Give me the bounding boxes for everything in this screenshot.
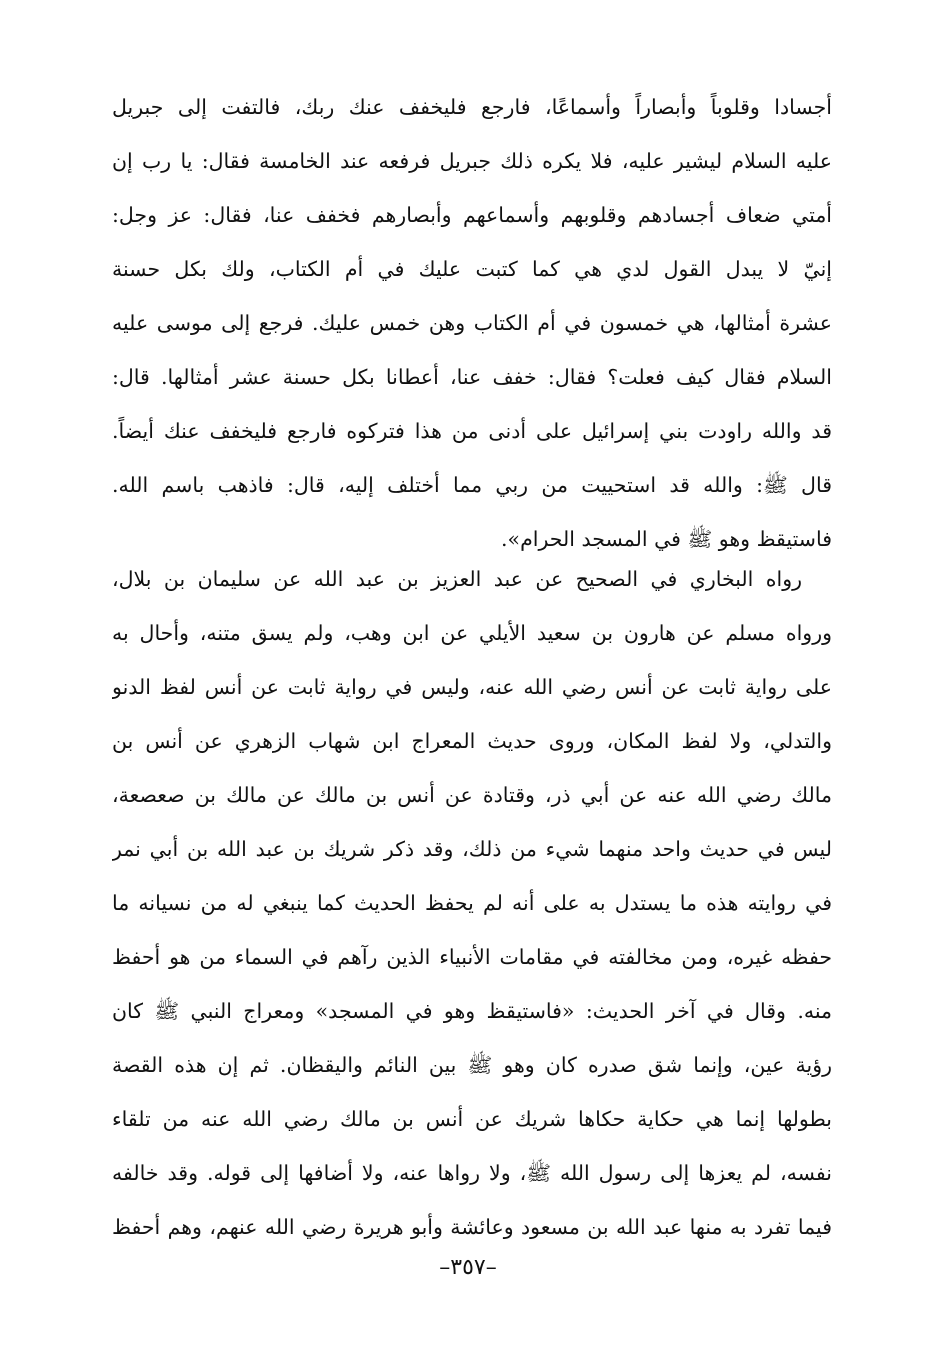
text-line: عشرة أمثالها، هي خمسون في أم الكتاب وهن خمس عليك. فرجع إلى موسى عليه — [112, 311, 832, 335]
text-line: منه. وقال في آخر الحديث: «فاستيقظ وهو في المسجد» ومعراج النبي ﷺ كان — [112, 999, 832, 1023]
text-line: ليس في حديث واحد منهما شيء من ذلك، وقد ذكر شريك بن عبد الله بن أبي نمر — [112, 837, 832, 861]
text-line: قد والله راودت بني إسرائيل على أدنى من هذا فتركوه فارجع فليخفف عنك أيضاً. — [112, 419, 832, 443]
text-line: رؤية عين، وإنما شق صدره كان وهو ﷺ بين النائم واليقظان. ثم إن هذه القصة — [112, 1053, 832, 1077]
text-line: قال ﷺ: والله قد استحييت من ربي مما أختلف إليه، قال: فاذهب باسم الله. — [112, 473, 832, 497]
text-line: إنيّ لا يبدل القول لدي هي كما كتبت عليك في أم الكتاب، ولك بكل حسنة — [112, 257, 832, 281]
text-line: فيما تفرد به منها عبد الله بن مسعود وعائشة وأبو هريرة رضي الله عنهم، وهم أحفظ — [112, 1215, 832, 1239]
text-line: السلام فقال كيف فعلت؟ فقال: خفف عنا، أعطانا بكل حسنة عشر أمثالها. قال: — [112, 365, 832, 389]
text-line: نفسه، لم يعزها إلى رسول الله ﷺ، ولا رواها عنه، ولا أضافها إلى قوله. وقد خالفه — [112, 1161, 832, 1185]
text-line: مالك رضي الله عنه عن أبي ذر، وقتادة عن أنس بن مالك عن مالك بن صعصعة، — [112, 783, 832, 807]
text-line: أجسادا وقلوباً وأبصاراً وأسماعًا، فارجع فليخفف عنك ربك، فالتفت إلى جبريل — [112, 95, 832, 119]
text-line: حفظه غيره، ومن مخالفته في مقامات الأنبياء الذين رآهم في السماء من هو أحفظ — [112, 945, 832, 969]
text-line: على رواية ثابت عن أنس رضي الله عنه، وليس في رواية ثابت عن أنس لفظ الدنو — [112, 675, 832, 699]
text-line: بطولها إنما هي حكاية حكاها شريك عن أنس بن مالك رضي الله عنه من تلقاء — [112, 1107, 832, 1131]
page-number: –٣٥٧– — [439, 1255, 497, 1280]
text-line: عليه السلام ليشير عليه، فلا يكره ذلك جبريل فرفعه عند الخامسة فقال: يا رب إن — [112, 149, 832, 173]
text-line: والتدلي، ولا لفظ المكان، وروى حديث المعراج ابن شهاب الزهري عن أنس بن — [112, 729, 832, 753]
text-line: فاستيقظ وهو ﷺ في المسجد الحرام». — [501, 527, 832, 551]
paragraph-1 — [112, 80, 832, 566]
text-line: ورواه مسلم عن هارون بن سعيد الأيلي عن ابن وهب، ولم يسق متنه، وأحال به — [112, 621, 832, 645]
text-line: رواه البخاري في الصحيح عن عبد العزيز بن عبد الله عن سليمان بن بلال، — [112, 567, 802, 591]
text-line: في روايته هذه ما يستدل به على أنه لم يحفظ الحديث كما ينبغي له من نسيانه ما — [112, 891, 832, 915]
paragraph-2 — [112, 552, 832, 1254]
text-line: أمتي ضعاف أجسادهم وقلوبهم وأسماعهم وأبصارهم فخفف عنا، فقال: عز وجل: — [112, 203, 832, 227]
